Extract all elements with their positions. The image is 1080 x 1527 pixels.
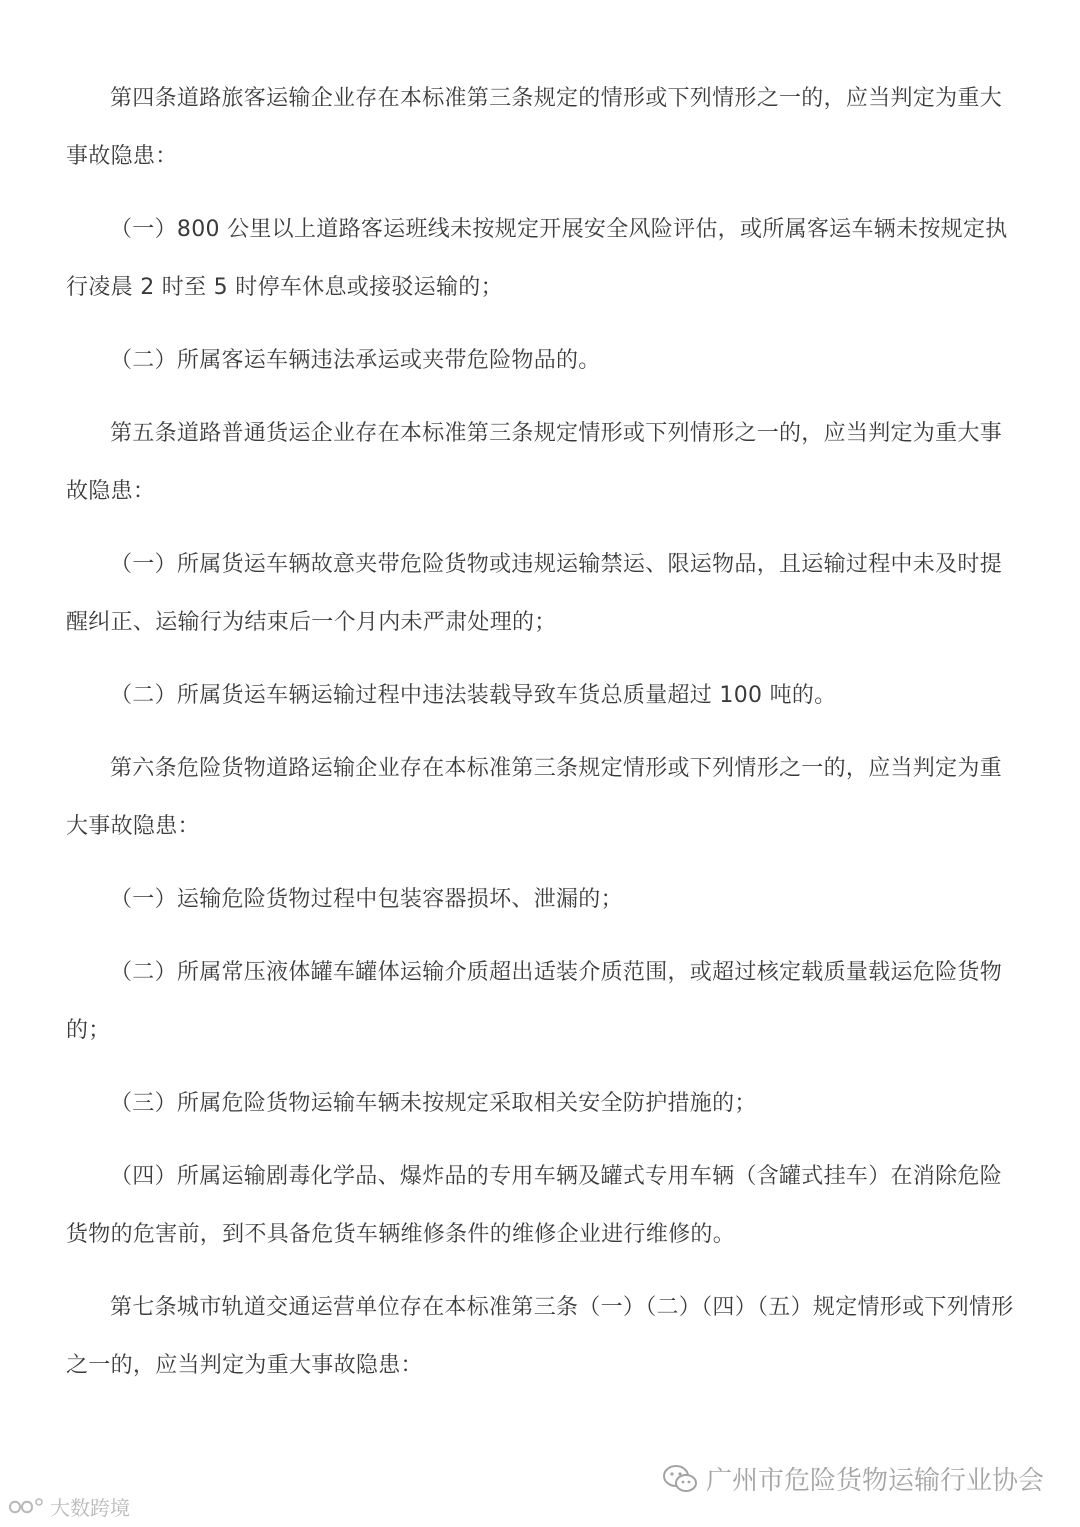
corner-watermark-text: 大数跨境 xyxy=(50,1496,130,1520)
paragraph-article-6-item-4: （四）所属运输剧毒化学品、爆炸品的专用车辆及罐式专用车辆（含罐式挂车）在消除危险货物的危害前，到不具备危货车辆维修条件的维修企业进行维修的。 xyxy=(66,1164,1003,1247)
wechat-icon xyxy=(662,1464,698,1494)
paragraph-article-6-item-1: （一）运输危险货物过程中包装容器损坏、泄漏的； xyxy=(110,887,623,912)
paragraph-article-4: 第四条道路旅客运输企业存在本标准第三条规定的情形或下列情形之一的，应当判定为重大事故隐患： xyxy=(66,86,1003,169)
wechat-watermark xyxy=(662,1460,1044,1497)
paragraph-article-6-item-2: （二）所属常压液体罐车罐体运输介质超出适装介质范围，或超过核定载质量载运危险货物的； xyxy=(66,960,1003,1043)
paragraph-article-4-item-1: （一）800 公里以上道路客运班线未按规定开展安全风险评估，或所属客运车辆未按规定执行凌晨 2 时至 5 时停车休息或接驳运输的； xyxy=(66,217,1008,300)
paragraph-article-5-item-1: （一）所属货运车辆故意夹带危险货物或违规运输禁运、限运物品，且运输过程中未及时提醒纠正、运输行为结束后一个月内未严肃处理的； xyxy=(66,552,1003,635)
paragraph-article-5: 第五条道路普通货运企业存在本标准第三条规定情形或下列情形之一的，应当判定为重大事故隐患： xyxy=(66,421,1003,504)
brand-logo-icon xyxy=(6,1496,46,1518)
paragraph-article-4-item-2: （二）所属客运车辆违法承运或夹带危险物品的。 xyxy=(110,348,601,373)
corner-watermark xyxy=(6,1492,130,1521)
paragraph-article-6-item-3: （三）所属危险货物运输车辆未按规定采取相关安全防护措施的； xyxy=(110,1091,757,1116)
paragraph-article-7: 第七条城市轨道交通运营单位存在本标准第三条（一）（二）（四）（五）规定情形或下列情形之一的，应当判定为重大事故隐患： xyxy=(66,1295,1014,1378)
paragraph-article-5-item-2: （二）所属货运车辆运输过程中违法装载导致车货总质量超过 100 吨的。 xyxy=(110,683,837,708)
watermark-text: 广州市危险货物运输行业协会 xyxy=(705,1466,1044,1496)
article-body xyxy=(66,70,1016,1410)
paragraph-article-6: 第六条危险货物道路运输企业存在本标准第三条规定情形或下列情形之一的，应当判定为重大事故隐患： xyxy=(66,756,1003,839)
